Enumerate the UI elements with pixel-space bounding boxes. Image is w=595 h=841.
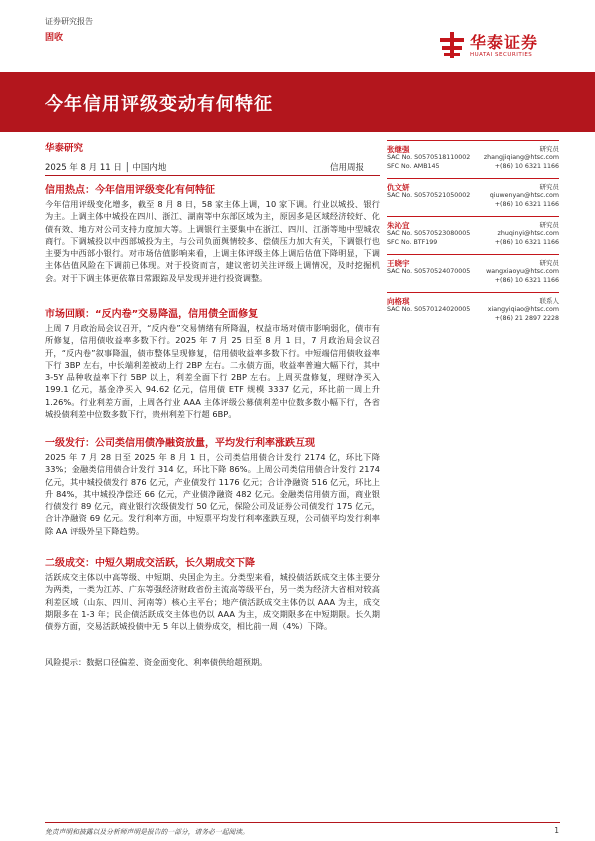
research-org: 华泰研究 [45, 143, 84, 154]
section-secondary-trading [45, 557, 380, 632]
logo-text-en: HUATAI SECURITIES [470, 52, 533, 58]
analyst-card [387, 216, 559, 253]
huatai-logo-icon [440, 32, 464, 58]
analyst-card [387, 254, 559, 291]
analyst-card [387, 178, 559, 215]
analyst-card [387, 140, 559, 177]
report-kind: 信用周报 [330, 163, 365, 173]
section-title: 信用热点：今年信用评级变化有何特征 [45, 185, 215, 196]
analyst-email[interactable]: qiuwenyan@htsc.com [489, 192, 559, 199]
analyst-name: 朱沁宜 [387, 221, 410, 230]
title-banner [0, 72, 595, 132]
section-risk-warning [45, 656, 380, 668]
analyst-phone: +(86) 10 6321 1166 [494, 277, 559, 284]
analyst-card [387, 292, 559, 329]
analyst-role: 研究员 [539, 145, 559, 153]
company-logo [440, 32, 560, 62]
footer-divider [45, 822, 560, 823]
analyst-phone: +(86) 10 6321 1166 [494, 239, 559, 246]
analyst-sfc: SFC No. BTF199 [387, 239, 438, 246]
report-title: 今年信用评级变动有何特征 [45, 94, 273, 115]
analyst-phone: +(86) 10 6321 1166 [494, 201, 559, 208]
report-category: 固收 [45, 33, 64, 43]
report-type-label: 证券研究报告 [45, 17, 93, 26]
analyst-sac: SAC No. S0570523080005 [387, 230, 471, 237]
section-body: 今年信用评级变化增多，截至 8 月 8 日，58 家主体上调，10 家下调。行业以城投、银行为主。上调主体中城投在四川、浙江、湖南等中东部区域为主，原因多是区域经济较好、化债有效、地方对公司支持力度加大等。上调银行主要集中在浙江、四川、江浙等地中型城农商行。下调城投以中西部城投为主，与公司负面舆情较多、偿债压力加大有关，下调银行也主要为中西部小银行。对市场估值影响来看，上调主体评级主体上调后估值下降明显，下调主体估值风险在下调前已体现。对于投资而言，建议密切关注评级上调情况，及时挖掘机会。对于下调主体更依靠日常跟踪及早发现并进行投资调整。 [45, 199, 380, 283]
analyst-email[interactable]: zhangjiqiang@htsc.com [483, 154, 559, 161]
report-date-region: 2025 年 8 月 11 日 │ 中国内地 [45, 163, 167, 173]
logo-text-cn: 华泰证券 [470, 33, 539, 52]
analyst-name: 仇文妍 [387, 183, 410, 192]
analyst-sac: SAC No. S0570524070005 [387, 268, 471, 275]
analyst-phone: +(86) 21 2897 2228 [494, 315, 559, 322]
analyst-role: 研究员 [539, 259, 559, 267]
analyst-sac: SAC No. S0570518110002 [387, 154, 471, 161]
footer-disclaimer: 免责声明和披露以及分析师声明是报告的一部分，请务必一起阅读。 [45, 828, 249, 836]
risk-warning-text: 风险提示：数据口径偏差、资金面变化、利率债供给超预期。 [45, 657, 268, 667]
analyst-name: 王晓宇 [387, 259, 410, 268]
page-number: 1 [554, 826, 559, 835]
analyst-sac: SAC No. S0570521050002 [387, 192, 471, 199]
analyst-role: 研究员 [539, 221, 559, 229]
analyst-role: 联系人 [539, 297, 559, 305]
analyst-sac: SAC No. S0570124020005 [387, 306, 471, 313]
analyst-sidebar [387, 140, 559, 340]
section-market-review [45, 308, 380, 420]
analyst-name: 张继强 [387, 145, 410, 154]
section-body: 上周 7 月政治局会议召开，“反内卷”交易情绪有所降温，权益市场对债市影响弱化，债市有所修复，信用债收益率多数下行。2025 年 7 月 25 日至 8 月 1 日，7 月政治局会议召开，“反内卷”叙事降温，债市整体呈现修复，信用债收益率多数下行。中短端信用债收益率下行 3BP 左右，中长端利差被动上行 2BP 左右。二永债方面，收益率普遍大幅下行，其中 3-5Y 品种收益率下行 5BP 以上，利差全面下行 2BP 左右。上周买盘修复，理财净买入 199.1 亿元，基金净买入 94.62 亿元，信用债 ETF 规模 3337 亿元，环比前一周上升 1.26%。行业利差方面，上周各行业 AAA 主体评级公募债利差中位数多数小幅下行，各省城投债利差中位数多数下行，贵州利差下行超 6BP。 [45, 323, 380, 420]
analyst-role: 研究员 [539, 183, 559, 191]
analyst-email[interactable]: xiangyiqiao@htsc.com [487, 306, 559, 313]
section-credit-hotspot [45, 184, 380, 284]
section-body: 2025 年 7 月 28 日至 2025 年 8 月 1 日，公司类信用债合计发行 2174 亿，环比下降 33%；金融类信用债合计发行 314 亿，环比下降 86%。上周公司类信用债合计发行 2174 亿元，其中城投债发行 876 亿元，产业债发行 1176 亿元；合计净融资 516 亿元，环比上升 84%，其中城投净偿还 66 亿元，产业债净融资 482 亿元。金融类信用债方面，商业银行债发行 89 亿元，商业银行次级债发行 50 亿元，保险公司及证券公司债发行 175 亿元，合计净融资 69 亿元。发行利率方面，中短票平均发行利率涨跌互现，公司债平均发行利率除 AA 评级外呈下降趋势。 [45, 452, 380, 536]
section-title: 二级成交：中短久期成交活跃，长久期成交下降 [45, 558, 255, 569]
analyst-email[interactable]: zhuqinyi@htsc.com [497, 230, 559, 237]
analyst-name: 向格琪 [387, 297, 410, 306]
meta-divider [45, 175, 380, 176]
section-title: 一级发行：公司类信用债净融资放量，平均发行利率涨跌互现 [45, 438, 315, 449]
section-primary-issuance [45, 437, 380, 537]
section-title: 市场回顾：“反内卷”交易降温，信用债全面修复 [45, 309, 259, 320]
analyst-sfc: SFC No. AMB145 [387, 163, 440, 170]
analyst-phone: +(86) 10 6321 1166 [494, 163, 559, 170]
analyst-email[interactable]: wangxiaoyu@htsc.com [486, 268, 559, 275]
section-body: 活跃成交主体以中高等级、中短期、央国企为主。分类型来看，城投债活跃成交主体主要分为两类，一类为江苏、广东等强经济财政省份主流高等级平台，另一类为经济大省相对较高利差区域（山东、四川、河南等）核心主平台；地产债活跃成交主体仍以 AAA 为主，成交期限多在 1-3 年；民企债活跃成交主体也仍以 AAA 为主，成交期限多在中短期限。长久期债券方面，交易活跃城投债中无 5 年以上债券成交，相比前一周（4%）下降。 [45, 572, 380, 632]
